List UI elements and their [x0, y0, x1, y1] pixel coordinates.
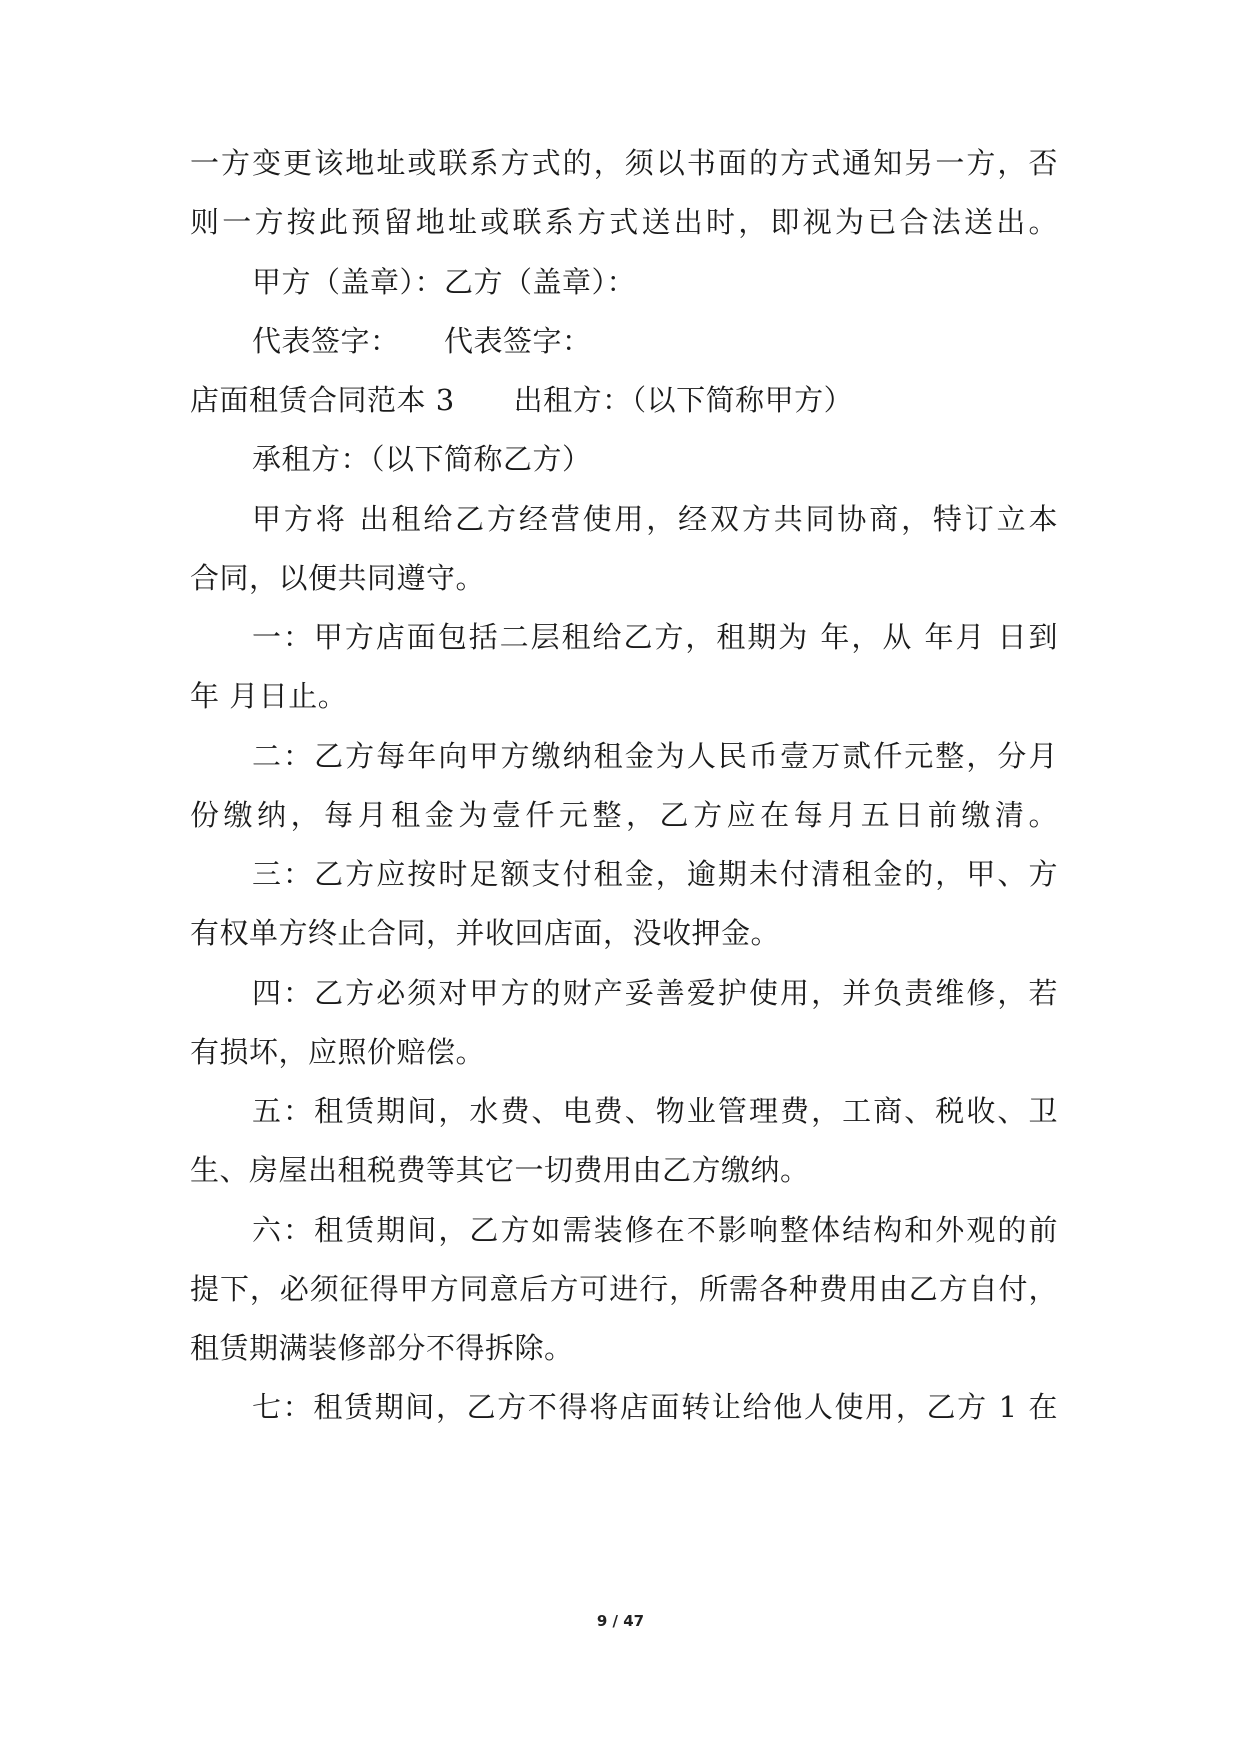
clause-2-line: 份缴纳，每月租金为壹仟元整，乙方应在每月五日前缴清。	[190, 798, 1058, 832]
clause-5-line: 五：租赁期间，水费、电费、物业管理费，工商、税收、卫	[252, 1094, 1058, 1128]
clause-7-line: 七：租赁期间，乙方不得将店面转让给他人使用，乙方 1 在	[252, 1390, 1058, 1424]
clause-6-line: 六：租赁期间，乙方如需装修在不影响整体结构和外观的前	[252, 1213, 1058, 1247]
signature-line-party-seal: 甲方（盖章）：乙方（盖章）：	[252, 265, 637, 299]
clause-4-line: 四：乙方必须对甲方的财产妥善爱护使用，并负责维修，若	[252, 976, 1058, 1010]
contract-title-line: 店面租赁合同范本 3 出租方：（以下简称甲方）	[190, 383, 854, 417]
clause-2-line: 二：乙方每年向甲方缴纳租金为人民币壹万贰仟元整，分月	[252, 739, 1058, 773]
paragraph-line: 合同，以便共同遵守。	[190, 561, 486, 595]
clause-4-line: 有损坏，应照价赔偿。	[190, 1035, 486, 1069]
clause-6-line: 提下，必须征得甲方同意后方可进行，所需各种费用由乙方自付，	[190, 1272, 1058, 1306]
clause-3-line: 三：乙方应按时足额支付租金，逾期未付清租金的，甲、方	[252, 857, 1058, 891]
clause-1-line: 年 月日止。	[190, 679, 348, 713]
paragraph-line: 一方变更该地址或联系方式的，须以书面的方式通知另一方，否	[190, 146, 1058, 180]
clause-6-line: 租赁期满装修部分不得拆除。	[190, 1331, 574, 1365]
paragraph-line: 甲方将 出租给乙方经营使用，经双方共同协商，特订立本	[252, 502, 1058, 536]
signature-line-representative: 代表签字： 代表签字：	[252, 324, 592, 358]
clause-5-line: 生、房屋出租税费等其它一切费用由乙方缴纳。	[190, 1153, 810, 1187]
page-number: 9 / 47	[596, 1612, 645, 1630]
clause-3-line: 有权单方终止合同，并收回店面，没收押金。	[190, 916, 781, 950]
paragraph-line: 承租方：（以下简称乙方）	[252, 442, 592, 476]
clause-1-line: 一：甲方店面包括二层租给乙方，租期为 年，从 年月 日到	[252, 620, 1058, 654]
paragraph-line: 则一方按此预留地址或联系方式送出时，即视为已合法送出。	[190, 205, 1058, 239]
